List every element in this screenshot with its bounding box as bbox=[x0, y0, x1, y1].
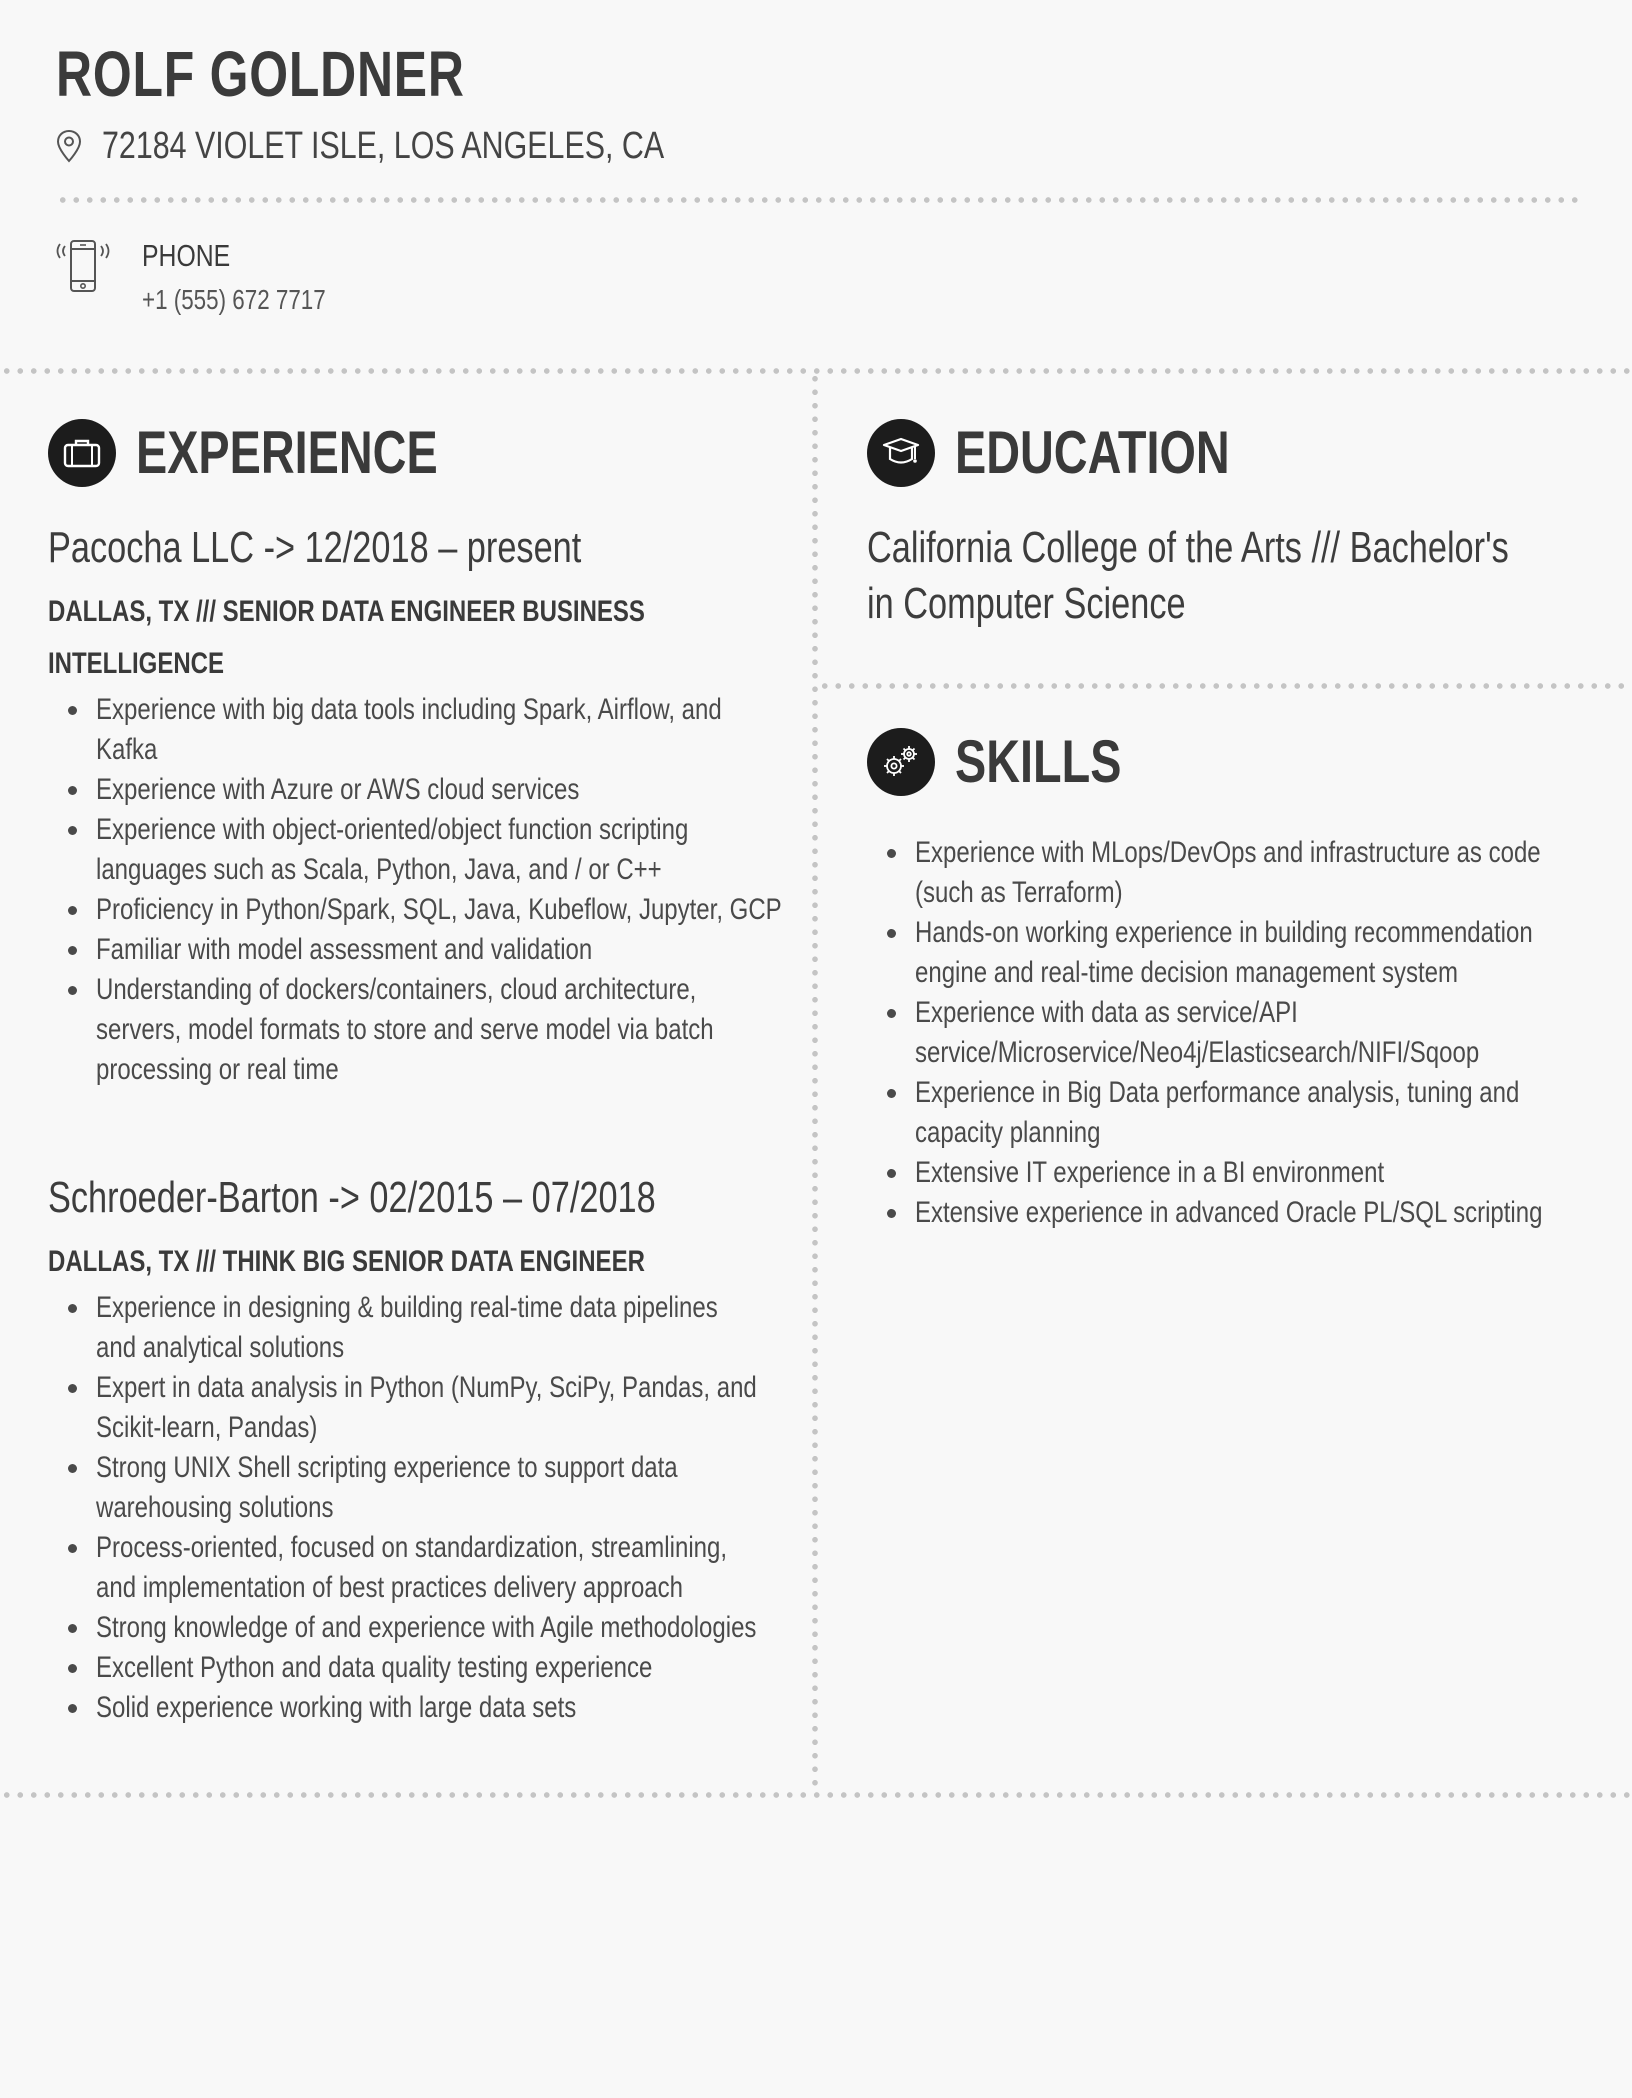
list-item: Understanding of dockers/containers, cloud architecture, servers, model formats to store and serve model via batch processing or real time bbox=[48, 970, 788, 1090]
experience-column bbox=[48, 520, 788, 1728]
education-column bbox=[867, 520, 1587, 632]
list-item: Proficiency in Python/Spark, SQL, Java, Kubeflow, Jupyter, GCP bbox=[48, 890, 788, 930]
list-item: Expert in data analysis in Python (NumPy, SciPy, Pandas, and Scikit-learn, Pandas) bbox=[48, 1368, 788, 1448]
resume-header bbox=[56, 36, 1596, 167]
list-item: Familiar with model assessment and validation bbox=[48, 930, 788, 970]
list-item: Excellent Python and data quality testing experience bbox=[48, 1648, 788, 1688]
list-item: Extensive IT experience in a BI environment bbox=[867, 1153, 1587, 1193]
list-item: Strong knowledge of and experience with Agile methodologies bbox=[48, 1608, 788, 1648]
experience-heading bbox=[48, 418, 523, 488]
job-entry bbox=[48, 520, 788, 1090]
list-item: Experience with MLops/DevOps and infrastructure as code (such as Terraform) bbox=[867, 833, 1587, 913]
skills-heading bbox=[867, 727, 1168, 797]
address-text: 72184 VIOLET ISLE, LOS ANGELES, CA bbox=[102, 124, 665, 167]
map-pin-icon bbox=[56, 129, 82, 163]
phone-number: +1 (555) 672 7717 bbox=[142, 284, 326, 315]
education-title: EDUCATION bbox=[955, 419, 1230, 486]
address-row bbox=[56, 120, 805, 172]
phone-icon bbox=[56, 236, 110, 298]
job-title: Pacocha LLC -> 12/2018 – present bbox=[48, 523, 582, 572]
list-item: Experience with object-oriented/object function scripting languages such as Scala, Python, Java, and / or C++ bbox=[48, 810, 788, 890]
education-heading bbox=[867, 418, 1307, 488]
job-bullets bbox=[48, 1288, 788, 1728]
column-divider bbox=[812, 372, 818, 1792]
skills-bullets bbox=[867, 833, 1587, 1233]
contact-phone bbox=[56, 236, 372, 320]
skills-column bbox=[867, 833, 1587, 1233]
briefcase-icon bbox=[48, 419, 116, 487]
job-bullets bbox=[48, 690, 788, 1090]
list-item: Experience in designing & building real-time data pipelines and analytical solutions bbox=[48, 1288, 788, 1368]
education-entry: California College of the Arts /// Bachelor's in Computer Science bbox=[867, 523, 1509, 628]
list-item: Strong UNIX Shell scripting experience to support data warehousing solutions bbox=[48, 1448, 788, 1528]
bottom-divider bbox=[0, 1792, 1632, 1798]
list-item: Experience with big data tools including Spark, Airflow, and Kafka bbox=[48, 690, 788, 770]
job-entry bbox=[48, 1170, 788, 1728]
job-title: Schroeder-Barton -> 02/2015 – 07/2018 bbox=[48, 1173, 656, 1222]
gears-icon bbox=[867, 728, 935, 796]
list-item: Process-oriented, focused on standardization, streamlining, and implementation of best practices delivery approach bbox=[48, 1528, 788, 1608]
list-item: Solid experience working with large data sets bbox=[48, 1688, 788, 1728]
header-divider bbox=[56, 197, 1580, 203]
phone-label: PHONE bbox=[142, 238, 231, 273]
list-item: Experience in Big Data performance analysis, tuning and capacity planning bbox=[867, 1073, 1587, 1153]
candidate-name: ROLF GOLDNER bbox=[56, 38, 465, 110]
job-subtitle: DALLAS, TX /// THINK BIG SENIOR DATA ENGINEER bbox=[48, 1245, 645, 1278]
education-skills-divider bbox=[818, 683, 1632, 689]
job-subtitle: DALLAS, TX /// SENIOR DATA ENGINEER BUSINESS INTELLIGENCE bbox=[48, 595, 645, 680]
experience-title: EXPERIENCE bbox=[136, 419, 438, 486]
graduation-cap-icon bbox=[867, 419, 935, 487]
list-item: Extensive experience in advanced Oracle PL/SQL scripting bbox=[867, 1193, 1587, 1233]
list-item: Experience with data as service/API service/Microservice/Neo4j/Elasticsearch/NIFI/Sqoop bbox=[867, 993, 1587, 1073]
skills-title: SKILLS bbox=[955, 728, 1122, 795]
list-item: Experience with Azure or AWS cloud services bbox=[48, 770, 788, 810]
list-item: Hands-on working experience in building recommendation engine and real-time decision management system bbox=[867, 913, 1587, 993]
